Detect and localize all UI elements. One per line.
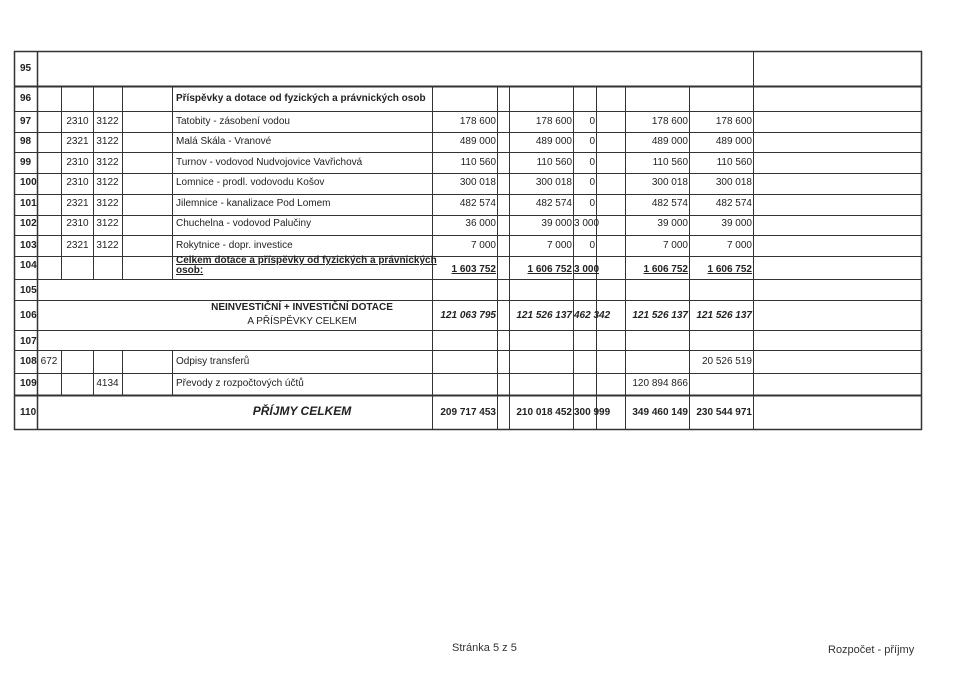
cell-value-v4: 349 460 149 <box>632 407 688 418</box>
cell-code-b: 3122 <box>96 136 119 147</box>
cell-value-v4: 489 000 <box>651 136 688 147</box>
row-number: 105 <box>20 285 37 296</box>
cell-value-v4: 121 526 137 <box>632 310 688 321</box>
cell-value-v5: 39 000 <box>721 218 752 229</box>
cell-code-a: 2321 <box>66 136 89 147</box>
cell-value-v2: 178 600 <box>535 116 572 127</box>
cell-value-v3: 3 000 <box>574 264 600 275</box>
row-number: 99 <box>20 157 32 168</box>
row-description: Odpisy transferů <box>176 356 250 367</box>
row-description: Chuchelna - vodovod Palučiny <box>176 218 312 229</box>
cell-value-v1: 209 717 453 <box>440 407 496 418</box>
cell-value-v4: 482 574 <box>651 198 688 209</box>
row-description: PŘÍJMY CELKEM <box>252 404 352 418</box>
row-number: 98 <box>20 136 32 147</box>
cell-value-v4: 178 600 <box>651 116 688 127</box>
cell-value-v2: 489 000 <box>535 136 572 147</box>
row-number: 107 <box>20 336 37 347</box>
row-description-line2: A PŘÍSPĚVKY CELKEM <box>247 316 357 327</box>
cell-value-v2: 482 574 <box>535 198 572 209</box>
cell-value-v5: 7 000 <box>726 240 752 251</box>
cell-value-v3: 3 000 <box>574 218 600 229</box>
row-number: 101 <box>20 198 37 209</box>
cell-value-v3: 0 <box>589 177 595 188</box>
cell-value-v2: 300 018 <box>535 177 572 188</box>
cell-value-v3: 462 342 <box>574 310 611 321</box>
cell-value-v1: 482 574 <box>459 198 496 209</box>
row-description: Tatobity - zásobení vodou <box>176 116 290 127</box>
cell-code-b: 3122 <box>96 177 119 188</box>
cell-code-a: 2321 <box>66 198 89 209</box>
cell-code-b: 4134 <box>96 378 119 389</box>
cell-code-b: 3122 <box>96 116 119 127</box>
cell-value-v2: 1 606 752 <box>527 264 572 275</box>
cell-value-v4: 120 894 866 <box>632 378 688 389</box>
row-description: Příspěvky a dotace od fyzických a právnických osob <box>176 93 426 104</box>
cell-value-v4: 110 560 <box>652 157 688 168</box>
cell-value-v4: 39 000 <box>657 218 688 229</box>
cell-value-v3: 0 <box>589 198 595 209</box>
row-description: Turnov - vodovod Nudvojovice Vavřichová <box>176 157 363 168</box>
cell-code-a: 2310 <box>66 116 89 127</box>
cell-code-a: 2310 <box>66 177 89 188</box>
cell-value-v3: 0 <box>589 116 595 127</box>
cell-value-v1: 178 600 <box>459 116 496 127</box>
row-description-line2: osob: <box>176 265 204 276</box>
document-title: Rozpočet - příjmy <box>828 644 915 656</box>
cell-value-v5: 489 000 <box>715 136 752 147</box>
row-number: 109 <box>20 378 37 389</box>
cell-value-v3: 300 999 <box>574 407 611 418</box>
row-description: Malá Skála - Vranové <box>176 136 272 147</box>
row-description-line1: NEINVESTIČNÍ + INVESTIČNÍ DOTACE <box>211 302 393 313</box>
cell-value-v5: 110 560 <box>716 157 752 168</box>
cell-value-v5: 300 018 <box>715 177 752 188</box>
cell-code-b: 3122 <box>96 157 119 168</box>
cell-value-v1: 7 000 <box>470 240 496 251</box>
cell-code-b: 3122 <box>96 218 119 229</box>
cell-value-v1: 1 603 752 <box>451 264 496 275</box>
row-number: 108 <box>20 356 37 367</box>
cell-value-v5: 178 600 <box>715 116 752 127</box>
cell-code-b: 3122 <box>96 240 119 251</box>
cell-value-v4: 300 018 <box>651 177 688 188</box>
cell-value-v3: 0 <box>589 240 595 251</box>
row-number: 110 <box>20 407 37 418</box>
cell-value-v2: 121 526 137 <box>516 310 572 321</box>
row-number: 96 <box>20 93 32 104</box>
cell-value-v1: 121 063 795 <box>440 310 496 321</box>
row-description: Převody z rozpočtových účtů <box>176 378 304 389</box>
cell-value-v1: 489 000 <box>459 136 496 147</box>
row-number: 97 <box>20 116 32 127</box>
cell-value-v2: 39 000 <box>541 218 572 229</box>
row-number: 106 <box>20 310 37 321</box>
cell-paragraph: 672 <box>40 356 58 367</box>
row-description-line1: Celkem dotace a příspěvky od fyzických a právnických <box>176 255 437 266</box>
row-number: 102 <box>20 218 37 229</box>
cell-value-v1: 300 018 <box>459 177 496 188</box>
row-number: 103 <box>20 240 37 251</box>
cell-value-v5: 20 526 519 <box>701 356 752 367</box>
page-number: Stránka 5 z 5 <box>452 642 517 654</box>
cell-value-v2: 210 018 452 <box>516 407 572 418</box>
row-number: 100 <box>20 177 37 188</box>
row-description: Rokytnice - dopr. investice <box>176 240 293 251</box>
cell-value-v2: 110 560 <box>536 157 572 168</box>
row-description: Lomnice - prodl. vodovodu Košov <box>176 177 325 188</box>
cell-code-b: 3122 <box>96 198 119 209</box>
cell-value-v5: 1 606 752 <box>707 264 752 275</box>
cell-value-v5: 121 526 137 <box>696 310 752 321</box>
row-description: Jilemnice - kanalizace Pod Lomem <box>176 198 331 209</box>
cell-value-v1: 36 000 <box>465 218 496 229</box>
cell-code-a: 2310 <box>66 218 89 229</box>
cell-value-v1: 110 560 <box>460 157 496 168</box>
cell-value-v3: 0 <box>589 157 595 168</box>
cell-value-v2: 7 000 <box>546 240 572 251</box>
row-number: 95 <box>20 63 32 74</box>
cell-value-v3: 0 <box>589 136 595 147</box>
cell-value-v4: 7 000 <box>662 240 688 251</box>
row-number: 104 <box>20 260 37 271</box>
cell-value-v5: 230 544 971 <box>696 407 752 418</box>
cell-code-a: 2321 <box>66 240 89 251</box>
cell-value-v5: 482 574 <box>715 198 752 209</box>
cell-code-a: 2310 <box>66 157 89 168</box>
cell-value-v4: 1 606 752 <box>643 264 688 275</box>
